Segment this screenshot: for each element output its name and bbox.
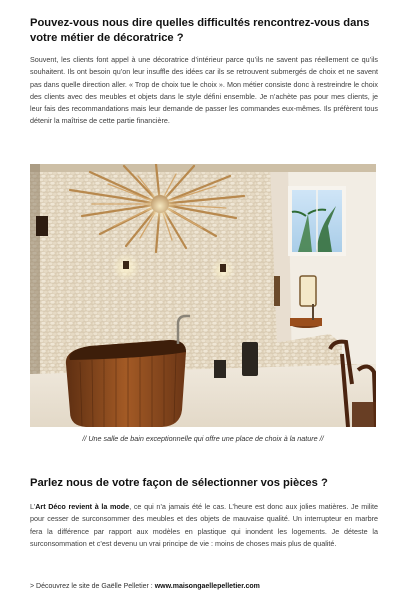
footer-promo <box>30 582 390 591</box>
photo-caption: // Une salle de bain exceptionnelle qui offre une place de choix à la nature // <box>82 434 324 443</box>
art-deco-emphasis: Art Déco revient à la mode <box>35 502 130 511</box>
section-paragraph-difficulties: Souvent, les clients font appel à une décoratrice d’intérieur parce qu’ils ne savent pas réellement ce qu’ils souhaitent. Ils ont besoin qu’on leur insuffle des idées car ils se retrouvent submergés de choix et ne savent pas dans quelle direction aller. « Trop de choix tue le choix ». Mon métier consiste donc à restreindre le choix des clients avec des meubles et objets dans le style défini ensemble. Je n’achète pas pour mes clients, je leur fais des recommandations mais leur demande de passer les commandes eux-mêmes. Ils préfèrent tous détenir la maîtrise de cette partie financière. <box>30 55 378 126</box>
footer-prefix: > Découvrez le site de Gaëlle Pelletier : <box>30 583 155 590</box>
bathroom-photo <box>30 164 376 427</box>
bathroom-illustration <box>30 164 376 427</box>
section-heading-selection: Parlez nous de votre façon de sélectionner vos pièces ? <box>30 477 328 489</box>
section-paragraph-selection <box>30 501 378 550</box>
website-link[interactable]: www.maisongaellepelletier.com <box>154 583 260 590</box>
paragraph-rest: , ce qui n’a jamais été le cas. L’heure est donc aux jolies matières. Je milite pour cesser de surconsommer des meubles et des objets de mauvaise qualité. Un interrupteur en marbre fera la différence par rapport aux modèles en plastique qui inondent les logements. Je déteste la surconsommation et c’est devenu un vrai principe de vie : moins de choses mais plus de qualité. <box>30 502 378 548</box>
section-heading-difficulties: Pouvez-vous nous dire quelles difficultés rencontrez-vous dans votre métier de décoratrice ? <box>30 17 370 44</box>
paragraph-prefix: L’ <box>30 502 36 511</box>
